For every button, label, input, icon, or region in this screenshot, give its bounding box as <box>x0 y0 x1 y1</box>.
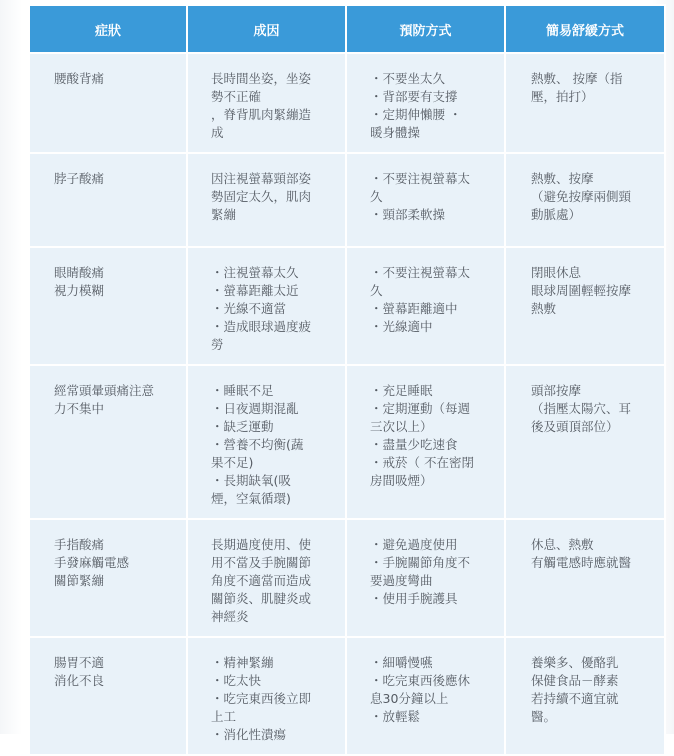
prevention-line: ・定期運動（每週 <box>370 401 471 416</box>
symptom-line: 腸胃不適 <box>54 655 105 670</box>
symptom-line: 手發麻觸電感 <box>54 555 130 570</box>
prevention-cell <box>347 638 504 754</box>
cause-line: ・吃太快 <box>211 673 262 688</box>
prevention-line: ・放輕鬆 <box>370 709 421 724</box>
cause-line: ，脊背肌肉緊繃造 <box>211 107 312 122</box>
cause-cell <box>188 366 345 518</box>
symptom-cell <box>30 638 186 754</box>
prevention-line: ・吃完東西後應休 <box>370 673 471 688</box>
prevention-line: 房間吸煙） <box>370 473 433 488</box>
prevention-line: ・螢幕距離適中 <box>370 301 458 316</box>
prevention-line: 息30分鐘以上 <box>370 691 449 706</box>
relief-line: 後及頭頂部位） <box>531 419 619 434</box>
symptom-line: 手指酸痛 <box>54 537 105 552</box>
relief-line: 熱敷 <box>531 301 557 316</box>
header-cause: 成因 <box>188 6 345 52</box>
cause-cell <box>188 520 345 636</box>
cause-line: ・吃完東西後立即 <box>211 691 312 706</box>
relief-line: 休息、熱敷 <box>531 537 594 552</box>
relief-line: 熱敷、 按摩（指 <box>531 71 623 86</box>
prevention-line: ・使用手腕護具 <box>370 591 458 606</box>
relief-cell <box>506 248 664 364</box>
relief-line: 熱敷、按摩 <box>531 171 594 186</box>
prevention-line: ・光線適中 <box>370 319 433 334</box>
symptom-line: 消化不良 <box>54 673 105 688</box>
prevention-line: ・細嚼慢嚥 <box>370 655 433 670</box>
table-row <box>30 54 664 152</box>
cause-line: 勞 <box>211 337 224 352</box>
relief-cell <box>506 520 664 636</box>
table-row <box>30 366 664 518</box>
relief-line: 頭部按摩 <box>531 383 582 398</box>
relief-line: 動脈處） <box>531 207 582 222</box>
relief-line: 閉眼休息 <box>531 265 582 280</box>
symptom-line: 腰酸背痛 <box>54 71 105 86</box>
relief-line: 保健食品－酵素 <box>531 673 619 688</box>
cause-line: ・日夜週期混亂 <box>211 401 299 416</box>
cause-line: ・消化性潰瘍 <box>211 727 287 742</box>
table-row <box>30 248 664 364</box>
cause-cell <box>188 154 345 246</box>
prevention-line: 久 <box>370 189 383 204</box>
cause-line: ・營養不均衡(蔬 <box>211 437 304 452</box>
symptom-table <box>28 4 666 756</box>
cause-line: 因注視螢幕頸部姿 <box>211 171 312 186</box>
prevention-cell <box>347 366 504 518</box>
prevention-line: ・盡量少吃速食 <box>370 437 458 452</box>
prevention-line: ・不要坐太久 <box>370 71 446 86</box>
cause-line: ・精神緊繃 <box>211 655 274 670</box>
symptom-line: 經常頭暈頭痛注意 <box>54 383 155 398</box>
symptom-cell <box>30 520 186 636</box>
header-relief: 簡易舒緩方式 <box>506 6 664 52</box>
prevention-line: ・手腕關節角度不 <box>370 555 471 570</box>
relief-cell <box>506 54 664 152</box>
cause-line: 成 <box>211 125 224 140</box>
cause-line: 勢固定太久，肌肉 <box>211 189 312 204</box>
cause-line: 用不當及手腕關節 <box>211 555 312 570</box>
relief-cell <box>506 638 664 754</box>
prevention-cell <box>347 154 504 246</box>
cause-line: 勢不正確 <box>211 89 262 104</box>
cause-line: 緊繃 <box>211 207 237 222</box>
prevention-line: ・頸部柔軟操 <box>370 207 446 222</box>
prevention-line: ・背部要有支撐 <box>370 89 458 104</box>
symptom-line: 脖子酸痛 <box>54 171 105 186</box>
cause-line: ・睡眠不足 <box>211 383 274 398</box>
relief-line: 眼球周圍輕輕按摩 <box>531 283 632 298</box>
header-symptom: 症狀 <box>30 6 186 52</box>
cause-line: 果不足) <box>211 455 254 470</box>
prevention-cell <box>347 520 504 636</box>
symptom-line: 關節緊繃 <box>54 573 105 588</box>
prevention-line: ・充足睡眠 <box>370 383 433 398</box>
cause-cell <box>188 248 345 364</box>
prevention-line: 久 <box>370 283 383 298</box>
relief-line: 若持續不適宜就 <box>531 691 619 706</box>
cause-line: 角度不適當而造成 <box>211 573 312 588</box>
cause-line: 長期過度使用、使 <box>211 537 312 552</box>
relief-line: 有觸電感時應就醫 <box>531 555 632 570</box>
relief-cell <box>506 154 664 246</box>
prevention-line: ・不要注視螢幕太 <box>370 265 471 280</box>
cause-cell <box>188 54 345 152</box>
prevention-line: ・定期伸懶腰 ・ <box>370 107 462 122</box>
prevention-line: ・不要注視螢幕太 <box>370 171 471 186</box>
table-row <box>30 638 664 754</box>
table-row <box>30 154 664 246</box>
cause-line: 煙，空氣循環) <box>211 491 291 506</box>
cause-line: ・注視螢幕太久 <box>211 265 299 280</box>
symptom-line: 視力模糊 <box>54 283 105 298</box>
cause-line: ・造成眼球過度疲 <box>211 319 312 334</box>
symptom-cell <box>30 54 186 152</box>
symptom-line: 眼睛酸痛 <box>54 265 105 280</box>
relief-line: 醫。 <box>531 709 557 724</box>
relief-line: 壓，拍打） <box>531 89 594 104</box>
symptom-cell <box>30 154 186 246</box>
prevention-line: ・避免過度使用 <box>370 537 458 552</box>
cause-line: ・長期缺氧(吸 <box>211 473 291 488</box>
relief-line: 養樂多、優酪乳 <box>531 655 619 670</box>
cause-line: ・螢幕距離太近 <box>211 283 299 298</box>
prevention-cell <box>347 54 504 152</box>
prevention-cell <box>347 248 504 364</box>
prevention-line: 三次以上） <box>370 419 433 434</box>
header-prevention: 預防方式 <box>347 6 504 52</box>
table-body <box>30 54 664 754</box>
symptom-cell <box>30 366 186 518</box>
relief-line: （避免按摩兩側頸 <box>531 189 632 204</box>
symptom-line: 力不集中 <box>54 401 105 416</box>
cause-line: 關節炎、肌腱炎或 <box>211 591 312 606</box>
cause-line: 神經炎 <box>211 609 249 624</box>
cause-line: 長時間坐姿，坐姿 <box>211 71 312 86</box>
relief-cell <box>506 366 664 518</box>
table-row <box>30 520 664 636</box>
prevention-line: 暖身體操 <box>370 125 421 140</box>
header-row <box>30 6 664 52</box>
prevention-line: ・戒菸（ 不在密閉 <box>370 455 474 470</box>
prevention-line: 要過度彎曲 <box>370 573 433 588</box>
symptom-cell <box>30 248 186 364</box>
cause-cell <box>188 638 345 754</box>
cause-line: 上工 <box>211 709 237 724</box>
cause-line: ・缺乏運動 <box>211 419 274 434</box>
relief-line: （指壓太陽穴、耳 <box>531 401 632 416</box>
cause-line: ・光線不適當 <box>211 301 287 316</box>
